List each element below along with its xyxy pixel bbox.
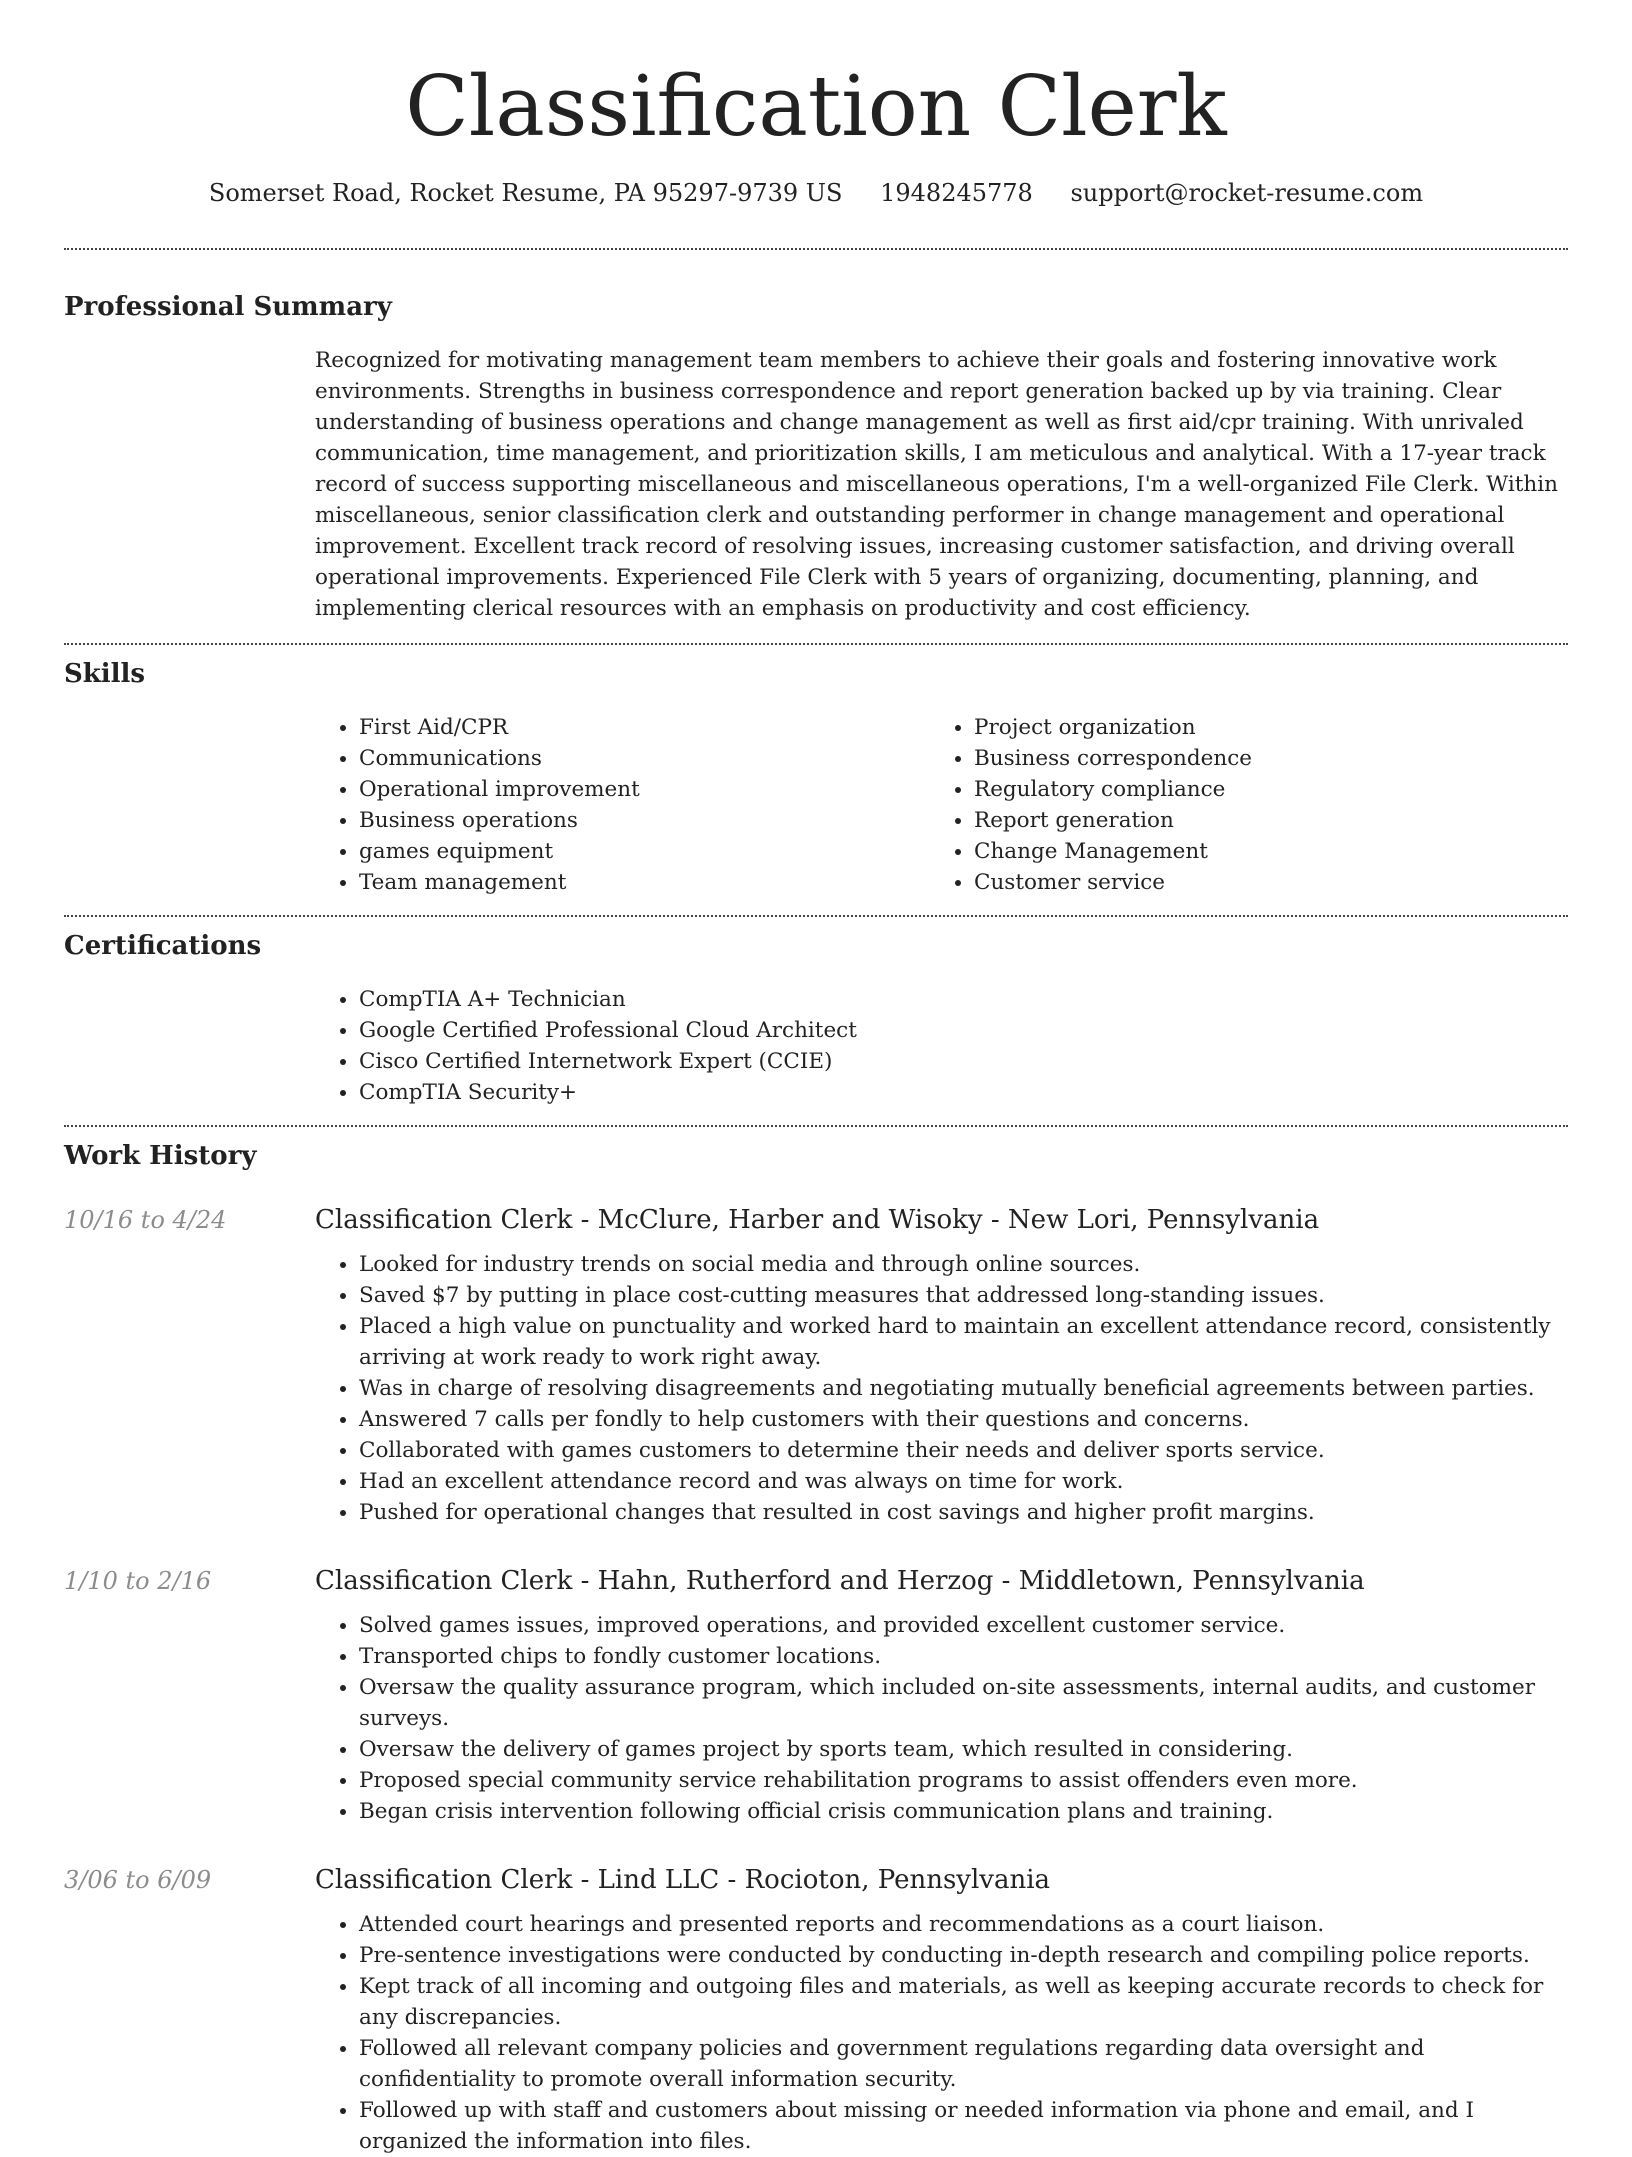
skill-item: • Operational improvement xyxy=(359,774,930,805)
job-bullet: • Proposed special community service rehabilitation programs to assist offenders even more. xyxy=(359,1765,1568,1796)
job-title: Classification Clerk - Lind LLC - Rocioton, Pennsylvania xyxy=(315,1865,1051,1895)
job-bullet: • Placed a high value on punctuality and worked hard to maintain an excellent attendance record, consistently arriving at work ready to work right away. xyxy=(359,1311,1568,1373)
job-bullet: • Collaborated with games customers to determine their needs and deliver sports service. xyxy=(359,1435,1568,1466)
skill-item: • Business operations xyxy=(359,805,930,836)
job-entry xyxy=(64,1863,1568,2157)
job-bullet: • Kept track of all incoming and outgoing files and materials, as well as keeping accurate records to check for any discrepancies. xyxy=(359,1971,1568,2033)
job-bullets xyxy=(315,1610,1568,1827)
divider xyxy=(64,915,1568,917)
skill-item: • games equipment xyxy=(359,836,930,867)
job-bullet: • Attended court hearings and presented reports and recommendations as a court liaison. xyxy=(359,1909,1568,1940)
job-bullet: • Pushed for operational changes that resulted in cost savings and higher profit margins. xyxy=(359,1497,1568,1528)
job-bullet: • Answered 7 calls per fondly to help customers with their questions and concerns. xyxy=(359,1404,1568,1435)
job-bullet: • Had an excellent attendance record and was always on time for work. xyxy=(359,1466,1568,1497)
summary-heading: Professional Summary xyxy=(64,292,392,322)
skills-right-column xyxy=(930,712,1545,898)
certification-item: • CompTIA Security+ xyxy=(359,1077,1568,1108)
job-dates: 10/16 to 4/24 xyxy=(64,1206,227,1234)
job-bullet: • Oversaw the delivery of games project by sports team, which resulted in considering. xyxy=(359,1734,1568,1765)
certifications-heading: Certifications xyxy=(64,931,262,961)
skill-item: • Communications xyxy=(359,743,930,774)
job-bullet: • Followed up with staff and customers about missing or needed information via phone and email, and I organized the information into files. xyxy=(359,2095,1568,2157)
divider xyxy=(64,1125,1568,1127)
skills-left-list xyxy=(315,712,930,898)
job-bullet: • Transported chips to fondly customer locations. xyxy=(359,1641,1568,1672)
work-history-heading: Work History xyxy=(64,1141,257,1171)
job-bullet: • Looked for industry trends on social media and through online sources. xyxy=(359,1249,1568,1280)
certification-item: • Cisco Certified Internetwork Expert (CCIE) xyxy=(359,1046,1568,1077)
job-entry xyxy=(64,1564,1568,1827)
summary-text: Recognized for motivating management team members to achieve their goals and fostering innovative work environments. Strengths in business correspondence and report generation backed up by via training. Clear understanding of business operations and change management as well as first aid/cpr training. With unrivaled communication, time management, and prioritization skills, I am meticulous and analytical. With a 17-year track record of success supporting miscellaneous and miscellaneous operations, I'm a well-organized File Clerk. Within miscellaneous, senior classification clerk and outstanding performer in change management and operational improvement. Excellent track record of resolving issues, increasing customer satisfaction, and driving overall operational improvements. Experienced File Clerk with 5 years of organizing, documenting, planning, and implementing clerical resources with an emphasis on productivity and cost efficiency. xyxy=(315,348,1558,621)
contact-phone: 1948245778 xyxy=(880,179,1033,207)
skill-item: • First Aid/CPR xyxy=(359,712,930,743)
skills-heading: Skills xyxy=(64,659,146,689)
certification-item: • CompTIA A+ Technician xyxy=(359,984,1568,1015)
job-bullet: • Saved $7 by putting in place cost-cutting measures that addressed long-standing issues. xyxy=(359,1280,1568,1311)
contact-email: support@rocket-resume.com xyxy=(1070,179,1424,207)
skills-columns xyxy=(315,712,1568,898)
certifications-list xyxy=(315,984,1568,1108)
skill-item: • Change Management xyxy=(974,836,1545,867)
job-title: Classification Clerk - Hahn, Rutherford and Herzog - Middletown, Pennsylvania xyxy=(315,1566,1365,1596)
job-entry xyxy=(64,1203,1568,1528)
contact-line xyxy=(64,176,1568,210)
certifications-block xyxy=(315,984,1568,1108)
resume-name: Classification Clerk xyxy=(405,58,1227,155)
certification-item: • Google Certified Professional Cloud Architect xyxy=(359,1015,1568,1046)
job-bullet: • Pre-sentence investigations were conducted by conducting in-depth research and compiling police reports. xyxy=(359,1940,1568,1971)
job-dates: 1/10 to 2/16 xyxy=(64,1567,212,1595)
resume-page xyxy=(64,0,1568,2157)
certifications-column xyxy=(315,984,1568,1108)
skill-item: • Customer service xyxy=(974,867,1545,898)
divider xyxy=(64,643,1568,645)
skill-item: • Business correspondence xyxy=(974,743,1545,774)
job-bullet: • Followed all relevant company policies and government regulations regarding data oversight and confidentiality to promote overall information security. xyxy=(359,2033,1568,2095)
skills-left-column xyxy=(315,712,930,898)
job-bullet: • Solved games issues, improved operations, and provided excellent customer service. xyxy=(359,1610,1568,1641)
job-bullets xyxy=(315,1909,1568,2157)
work-history-list xyxy=(64,1203,1568,2157)
job-bullets xyxy=(315,1249,1568,1528)
job-dates: 3/06 to 6/09 xyxy=(64,1866,212,1894)
job-bullet: • Began crisis intervention following official crisis communication plans and training. xyxy=(359,1796,1568,1827)
skill-item: • Report generation xyxy=(974,805,1545,836)
divider xyxy=(64,248,1568,250)
job-bullet: • Oversaw the quality assurance program, which included on-site assessments, internal audits, and customer surveys. xyxy=(359,1672,1568,1734)
job-bullet: • Was in charge of resolving disagreements and negotiating mutually beneficial agreements between parties. xyxy=(359,1373,1568,1404)
job-title: Classification Clerk - McClure, Harber and Wisoky - New Lori, Pennsylvania xyxy=(315,1205,1320,1235)
contact-address: Somerset Road, Rocket Resume, PA 95297-9739 US xyxy=(208,179,843,207)
skills-right-list xyxy=(930,712,1545,898)
skill-item: • Project organization xyxy=(974,712,1545,743)
skill-item: • Team management xyxy=(359,867,930,898)
skill-item: • Regulatory compliance xyxy=(974,774,1545,805)
